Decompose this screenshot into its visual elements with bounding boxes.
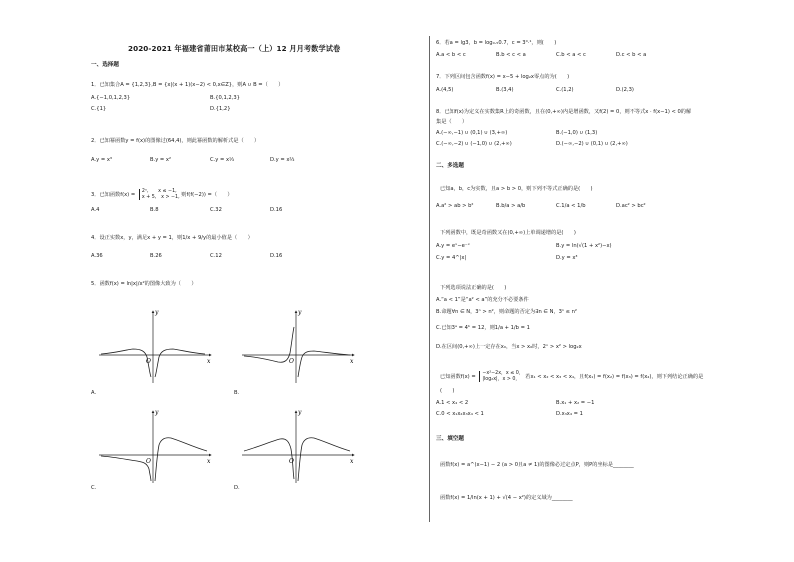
- graph-label-d: D.: [234, 485, 240, 491]
- q6-option-a: A.a < b < c: [436, 52, 466, 58]
- graph-option-c: [95, 405, 215, 485]
- q4-option-d: D.16: [270, 253, 283, 259]
- q4-option-a: A.36: [91, 253, 103, 259]
- q4-option-c: C.12: [210, 253, 222, 259]
- q1-option-b: B.{0,1,2,3}: [210, 95, 240, 101]
- question-14: 函数f(x) = 1/ln(x + 1) + √(4 − x²)的定义域为________: [440, 495, 573, 501]
- svg-text:y: y: [298, 409, 302, 416]
- graph-label-c: C.: [91, 485, 97, 491]
- q3-case-2: x + 5, x > −1,: [141, 194, 180, 200]
- svg-text:x: x: [350, 458, 354, 465]
- q7-option-a: A.(4,5): [436, 87, 454, 93]
- question-10: 下列函数中，既是奇函数又在(0,+∞)上单调递增的是( ): [440, 230, 576, 236]
- question-8: 8．已知f(x)为定义在实数集R上的奇函数，且在(0,+∞)内是增函数，又f(2) = 0，则不等式x · f(x−1) < 0的解: [436, 109, 692, 115]
- q7-option-d: D.(2,3): [616, 87, 634, 93]
- question-9: 已知a，b，c为实数，且a > b > 0，则下列不等式正确的是( ): [440, 186, 593, 192]
- q3-case-1: 2ˣ, x ≤ −1,: [141, 189, 177, 194]
- q11-option-b: B.命题∀n ∈ N，3ⁿ > n²，则命题的否定为∃n ∈ N，3ⁿ ≤ n²: [436, 309, 578, 315]
- q3-option-c: C.32: [210, 207, 222, 213]
- question-3: [91, 189, 233, 200]
- section-heading-multi: 二、多选题: [436, 163, 464, 169]
- svg-text:x: x: [350, 358, 354, 365]
- section-heading-choice: 一、选择题: [91, 62, 119, 68]
- question-13: 函数f(x) = a^(x−1) − 2 (a > 0且a ≠ 1)的图像必过定点P，则P的坐标是________: [440, 462, 634, 468]
- graph-option-a: [95, 305, 215, 385]
- q3-option-a: A.4: [91, 207, 100, 213]
- q10-option-a: A.y = eˣ−e⁻ˣ: [436, 243, 470, 249]
- q3-prefix: 3．已知函数f(x) =: [91, 192, 136, 198]
- q7-option-c: C.(1,2): [556, 87, 574, 93]
- question-5: 5．函数f(x) = ln|x|/x²的图像大致为（ ）: [91, 281, 197, 287]
- q8-option-c: C.(−∞,−2) ∪ (−1,0) ∪ (2,+∞): [436, 141, 512, 147]
- q1-option-a: A.{−1,0,1,2,3}: [91, 95, 131, 101]
- q8-option-d: D.(−∞,−2) ∪ (0,1) ∪ (2,+∞): [556, 141, 628, 147]
- q12-case-2: |log₂x|，x > 0，: [482, 376, 521, 382]
- question-12-cont: ( ): [440, 388, 455, 394]
- svg-text:x: x: [207, 358, 211, 365]
- question-11: 下列选项说法正确的是( ): [440, 285, 507, 291]
- question-7: 7．下列区间包含函数f(x) = x−5 + log₂x零点的为( ): [436, 74, 570, 80]
- q2-option-d: D.y = x⅔: [270, 157, 295, 163]
- question-8-cont: 集是（ ）: [436, 119, 468, 125]
- q12-case-1: −x²−2x，x ≤ 0，: [482, 371, 524, 376]
- question-12: [440, 371, 703, 382]
- q8-option-b: B.(−1,0) ∪ (1,3): [556, 130, 598, 136]
- q9-option-d: D.ac² > bc²: [616, 203, 646, 209]
- q12-option-d: D.x₃x₄ = 1: [556, 411, 583, 417]
- q1-option-c: C.{1}: [91, 106, 107, 112]
- q6-option-d: D.c < b < a: [616, 52, 647, 58]
- q2-option-a: A.y = x³: [91, 157, 112, 163]
- q11-option-c: C.已知3ᵃ = 4ᵇ = 12，则1/a + 1/b = 1: [436, 325, 530, 331]
- page-title: 2020-2021 年福建省莆田市某校高一（上）12 月月考数学试卷: [128, 44, 341, 53]
- section-heading-fill: 三、填空题: [436, 436, 464, 442]
- question-4: 4．设正实数x，y，满足x + y = 1，则1/x + 9/y的最小值是（ ）: [91, 235, 253, 241]
- q2-option-c: C.y = x⅓: [210, 157, 235, 163]
- q2-option-b: B.y = x²: [150, 157, 172, 163]
- svg-text:x: x: [207, 458, 211, 465]
- q3-option-b: B.8: [150, 207, 159, 213]
- q10-option-c: C.y = 4^|x|: [436, 255, 467, 261]
- q8-option-a: A.(−∞,−1) ∪ (0,1) ∪ (3,+∞): [436, 130, 508, 136]
- q12-prefix: 已知函数f(x) =: [440, 374, 476, 380]
- svg-text:O: O: [289, 458, 294, 465]
- q12-option-c: C.0 < x₁x₂x₃x₄ < 1: [436, 411, 484, 417]
- graph-option-b: [238, 305, 358, 385]
- q4-option-b: B.26: [150, 253, 162, 259]
- graph-option-d: [238, 405, 358, 485]
- q3-piecewise: [139, 189, 180, 200]
- question-6: 6．若a = lg3，b = log₀.₅0.7，c = 3⁰·¹，则( ): [436, 40, 557, 46]
- svg-text:O: O: [289, 358, 294, 365]
- svg-text:y: y: [155, 409, 159, 416]
- q12-piecewise: [479, 371, 523, 382]
- q9-option-c: C.1/a < 1/b: [556, 203, 586, 209]
- graph-label-b: B.: [234, 390, 240, 396]
- q12-option-a: A.1 < x₄ < 2: [436, 400, 469, 406]
- q6-option-b: B.b < c < a: [496, 52, 526, 58]
- q12-option-b: B.x₁ + x₂ = −1: [556, 400, 595, 406]
- q10-option-b: B.y = ln(√(1 + x²)−x): [556, 243, 612, 249]
- q9-option-b: B.b/a > a/b: [496, 203, 526, 209]
- q11-option-a: A.“a < 1”是“a² < a”的充分不必要条件: [436, 297, 529, 303]
- q3-suffix: 则f(f(−2)) =（ ）: [181, 192, 233, 198]
- q1-option-d: D.{1,2}: [210, 106, 231, 112]
- svg-text:O: O: [146, 458, 151, 465]
- svg-text:O: O: [146, 358, 151, 365]
- q12-suffix: 若x₁ < x₂ < x₃ < x₄，且f(x₁) = f(x₂) = f(x₃) = f(x₄)，则下列结论正确的是: [525, 374, 704, 380]
- svg-text:y: y: [155, 309, 159, 316]
- q7-option-b: B.(3,4): [496, 87, 514, 93]
- svg-text:y: y: [298, 309, 302, 316]
- q6-option-c: C.b < a < c: [556, 52, 586, 58]
- q9-option-a: A.a² > ab > b²: [436, 203, 474, 209]
- q11-option-d: D.在区间(0,+∞)上一定存在x₀，当x > x₀时，2ˣ > x² > log₂x: [436, 344, 582, 350]
- q3-option-d: D.16: [270, 207, 283, 213]
- question-2: 2．已知幂函数y = f(x)的图像过(64,4)，则此幂函数的解析式是（ ）: [91, 138, 260, 144]
- q10-option-d: D.y = x³: [556, 255, 578, 261]
- column-divider: [429, 36, 430, 522]
- graph-label-a: A.: [91, 390, 97, 396]
- question-1: 1．已知集合A = {1,2,3},B = {x|(x + 1)(x−2) < 0,x∈Z}，则A ∪ B =（ ）: [91, 82, 284, 88]
